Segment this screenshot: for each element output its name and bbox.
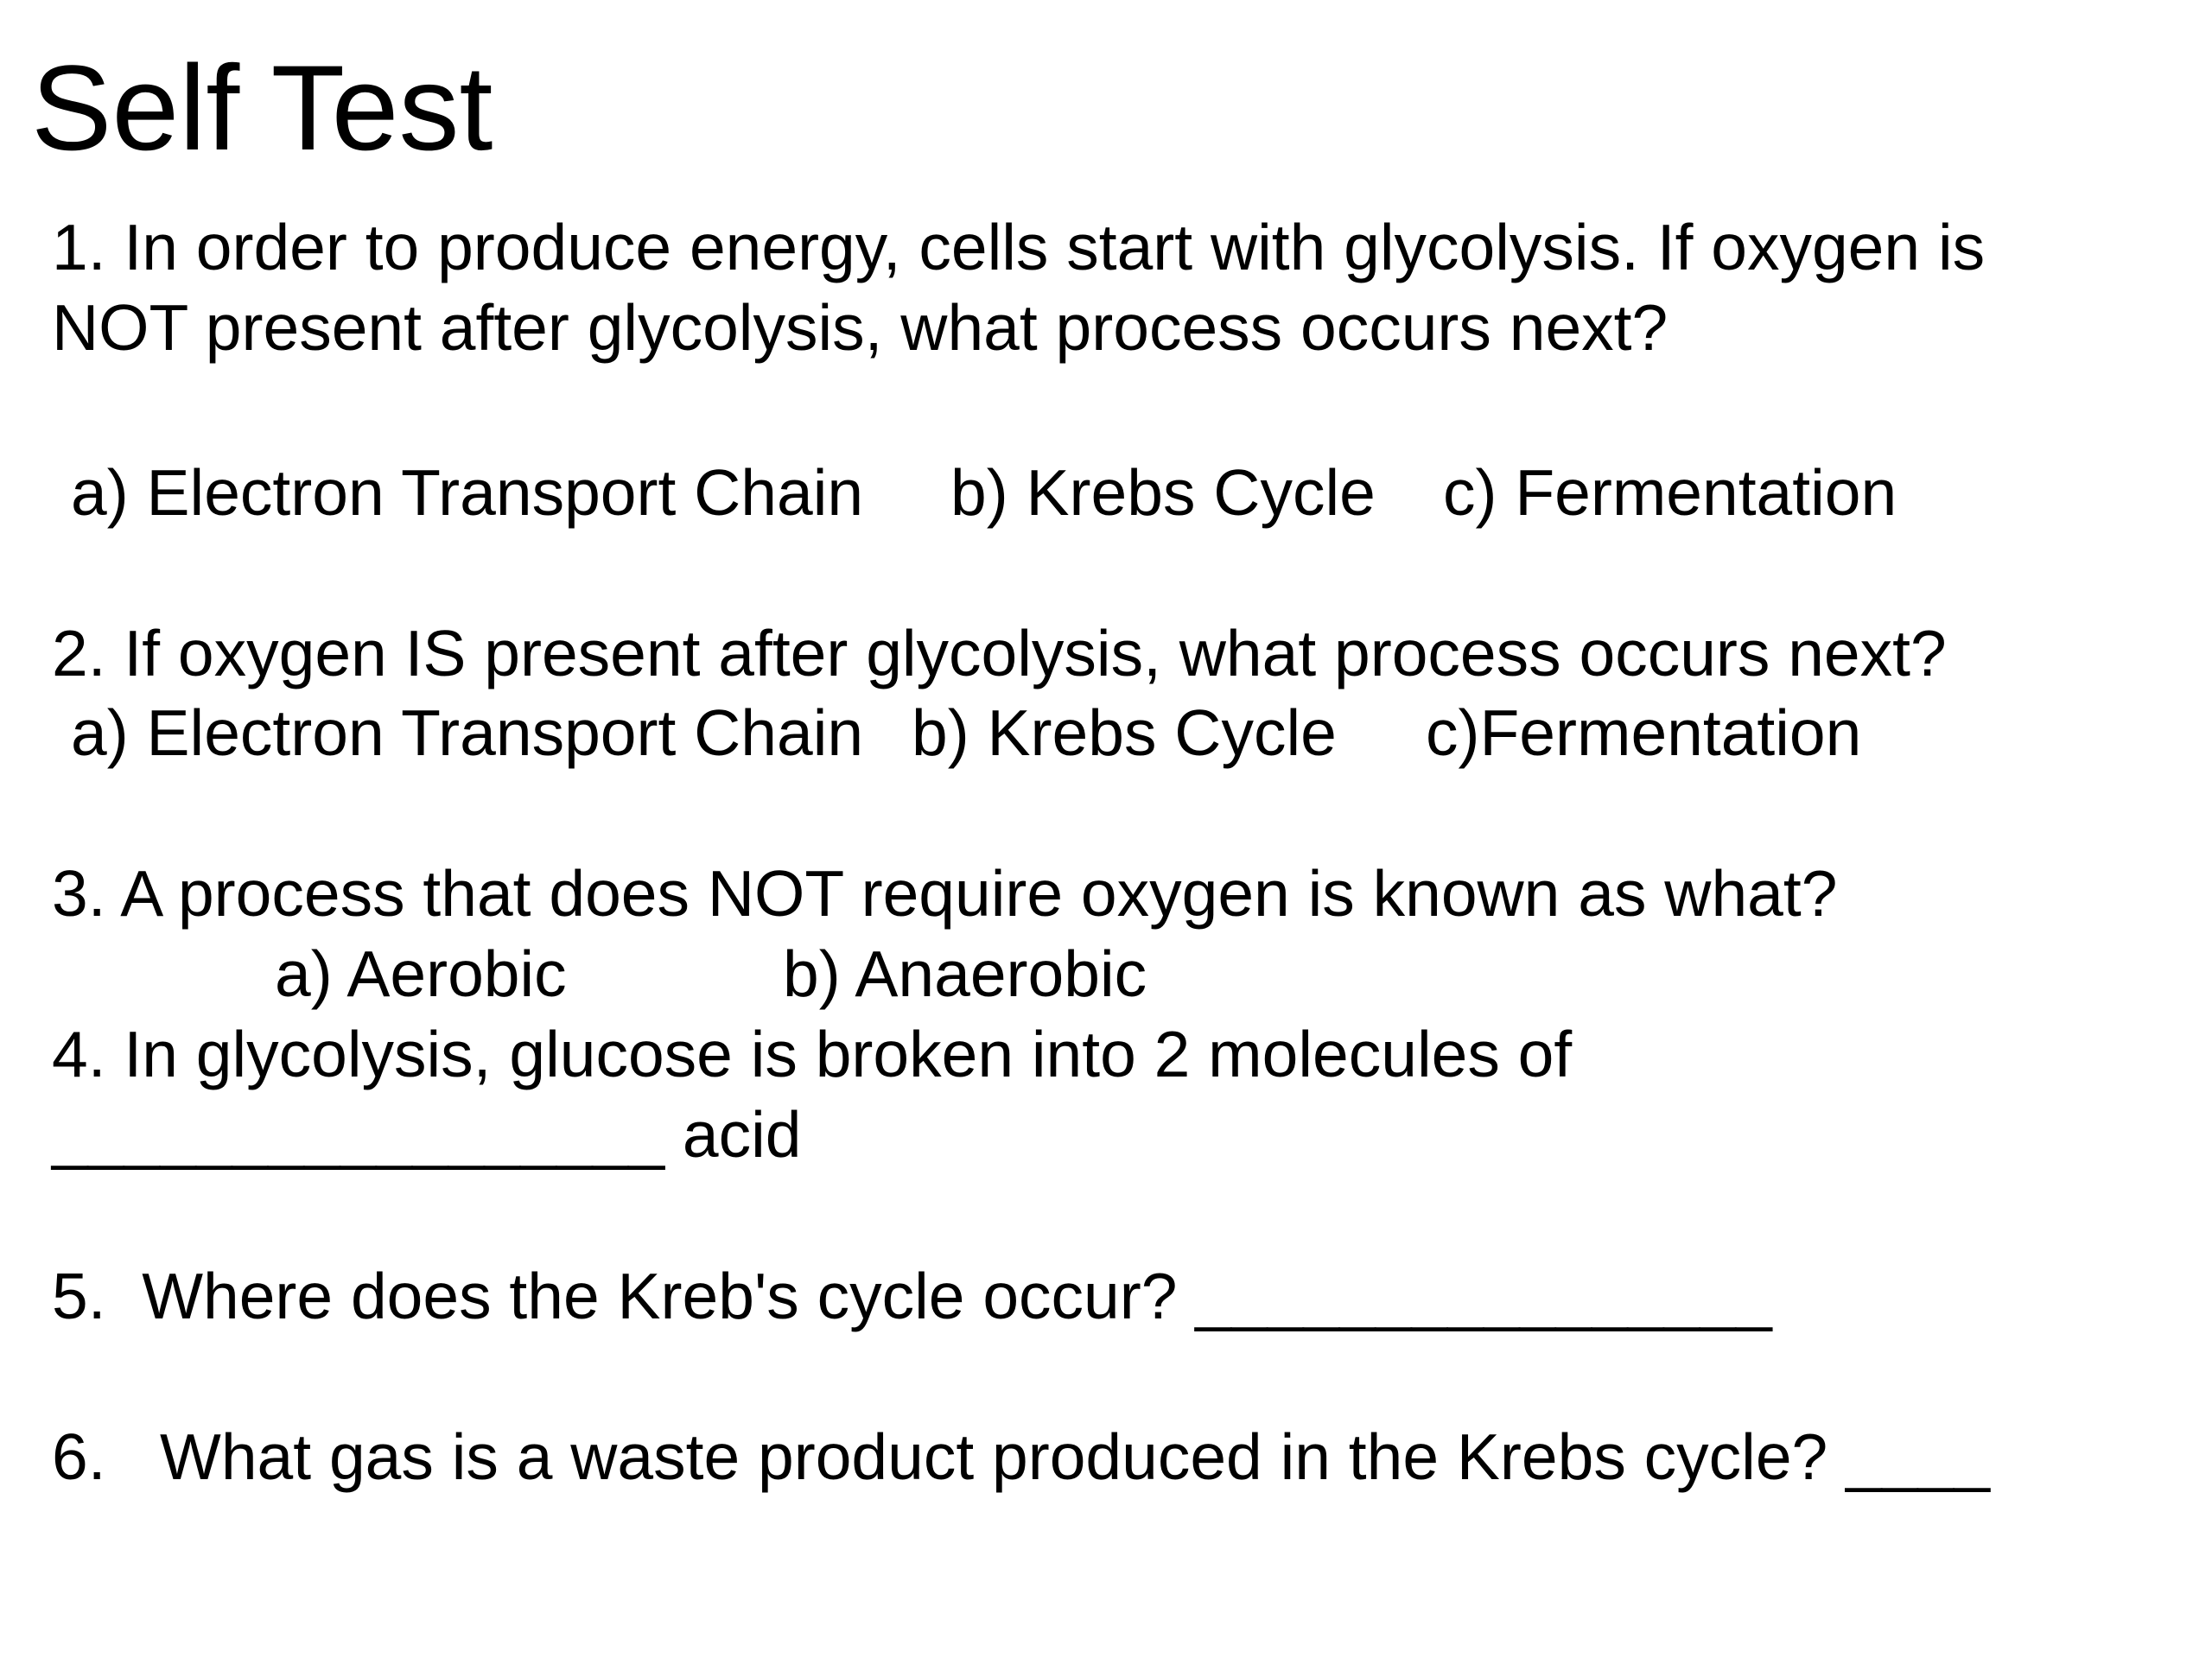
page-title: Self Test xyxy=(31,40,493,175)
question-2-line-1: 2. If oxygen IS present after glycolysis, what process occurs next? xyxy=(52,617,1947,689)
question-2-option-c: c)Fermentation xyxy=(1426,696,1862,769)
question-2-option-a: a) Electron Transport Chain xyxy=(71,696,864,769)
question-2-option-b: b) Krebs Cycle xyxy=(912,696,1337,769)
question-1-option-b: b) Krebs Cycle xyxy=(950,456,1376,529)
question-3-option-a: a) Aerobic xyxy=(275,937,567,1010)
question-4-line-2: _________________ acid xyxy=(52,1098,802,1171)
question-6-line-1: 6. What gas is a waste product produced in the Krebs cycle? ____ xyxy=(52,1420,1990,1493)
question-1-option-c: c) Fermentation xyxy=(1443,456,1897,529)
question-1-line-2: NOT present after glycolysis, what process occurs next? xyxy=(52,291,1669,364)
question-3-line-1: 3. A process that does NOT require oxygen is known as what? xyxy=(52,857,1838,930)
question-1-line-1: 1. In order to produce energy, cells start with glycolysis. If oxygen is xyxy=(52,211,1986,283)
question-1-option-a: a) Electron Transport Chain xyxy=(71,456,864,529)
question-3-option-b: b) Anaerobic xyxy=(783,937,1147,1010)
question-5-line-1: 5. Where does the Kreb's cycle occur? ________________ xyxy=(52,1260,1772,1332)
question-4-line-1: 4. In glycolysis, glucose is broken into 2 molecules of xyxy=(52,1018,1573,1090)
